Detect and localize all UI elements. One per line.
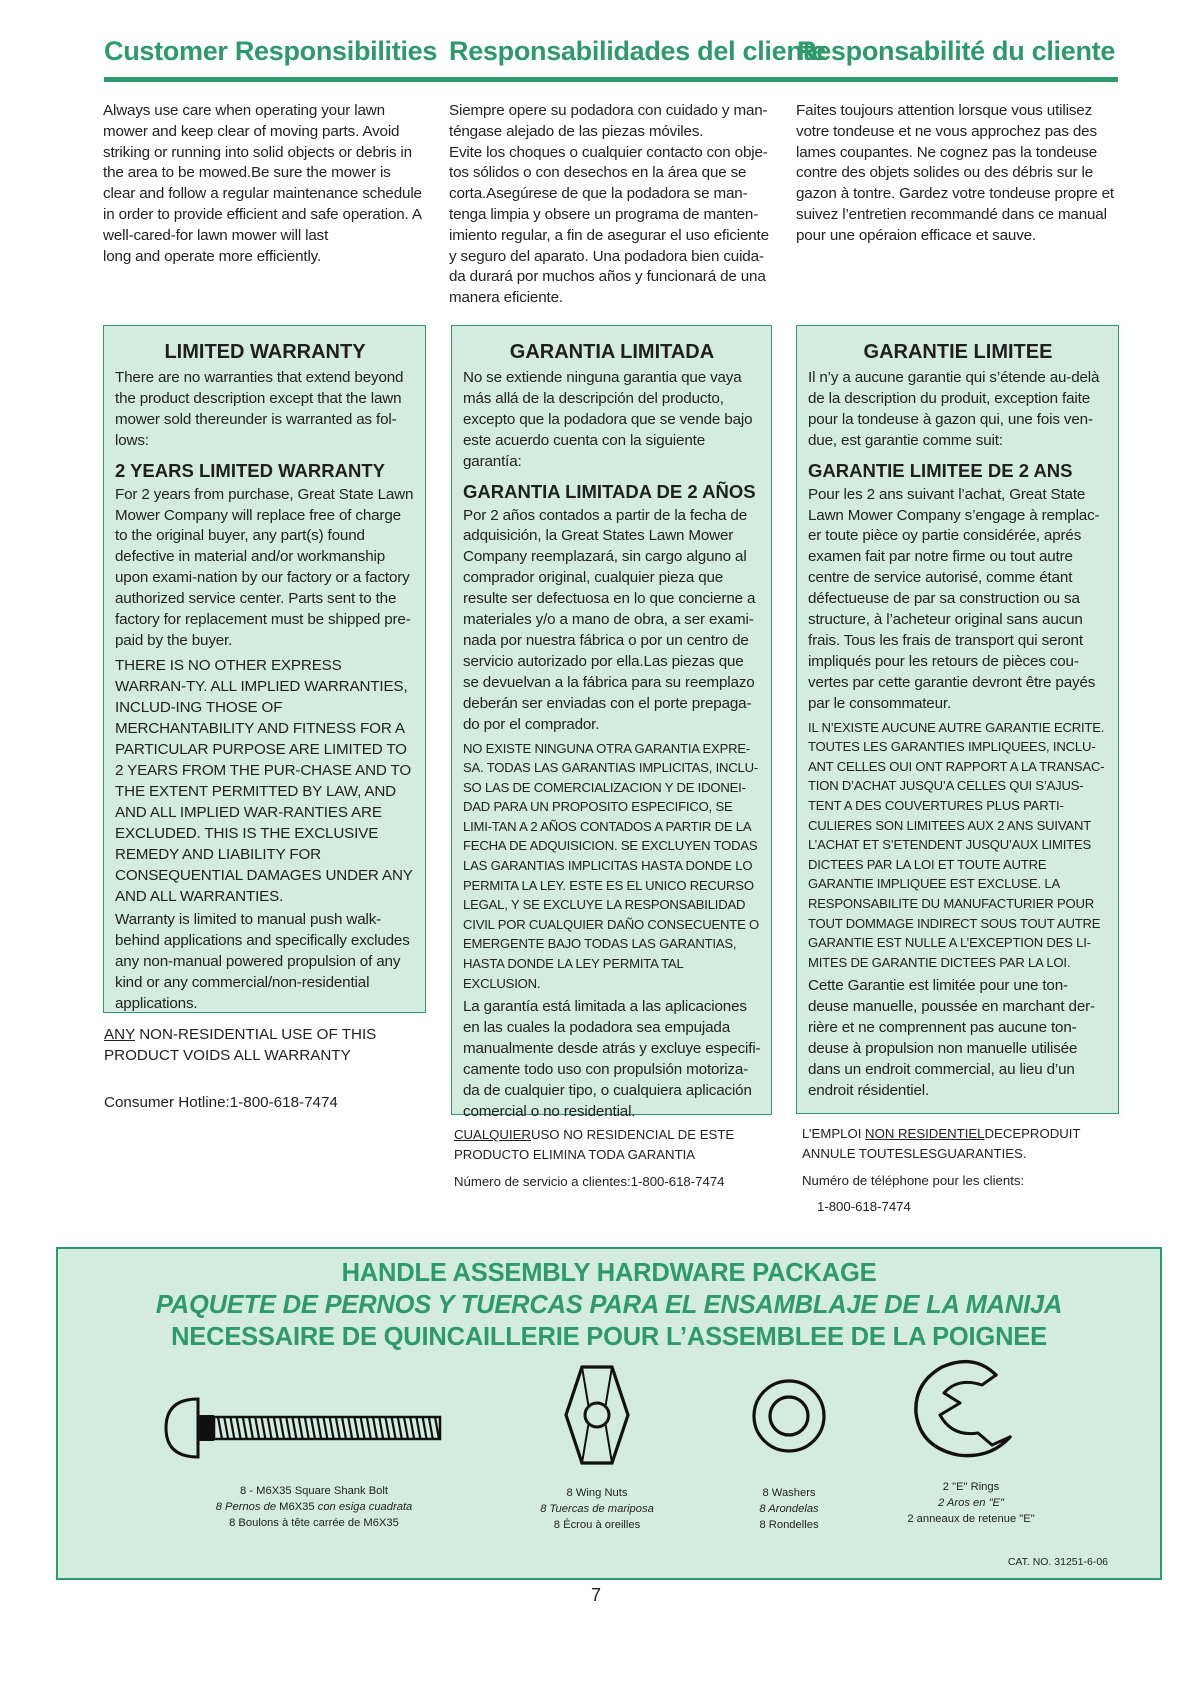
part-label-en: 8 Wing Nuts <box>566 1487 628 1499</box>
wing-nut-caption <box>512 1485 682 1533</box>
intro-line: da durará por muchos años y funcionará de una <box>449 268 766 286</box>
void-text: DECEPRODUIT <box>984 1126 1081 1141</box>
heading-en: Customer Responsibilities <box>104 36 438 66</box>
warranty-limitation: Cette Garantie est limitée pour une ton-deuse manuelle, poussée en marchant der-rière et ne comprennent pas aucune ton-deuse à propulsion non manuelle utilisée dans un endroit commercial, au lieu d’un endroit résidentiel. <box>808 977 1095 1099</box>
warranty-disclaimer: IL N’EXISTE AUCUNE AUTRE GARANTIE ECRITE. TOUTES LES GARANTIES IMPLIQUEES, INCLU-ANT CELLES OUI ONT RAPPORT A LA TRANSAC-TION D’ACHAT JUSQU’A CELLES QUI S’AJUS-TENT A DES COUVERTURES PLUS PARTI-CULIERES SON LIMITEES AUX 2 ANS SUIVANT L’ACHAT ET S’ETENDENT JUSQU’AUX LIMITES DICTEES PAR LA LOI ET TOUTE AUTRE GARANTIE IMPLIQUEE EST EXCLUSE. LA RESPONSABILITE DU MANUFACTURIER POUR TOUT DOMMAGE INDIRECT SOUS TOUT AUTRE GARANTIE EST NULLE A L’EXCEPTION DES LI-MITES DE GARANTIE DICTEES PAR LA LOI. <box>808 719 1105 970</box>
part-label-es: 2 Aros en "E" <box>938 1497 1004 1509</box>
warranty-body: Por 2 años contados a partir de la fecha de adquisición, la Great States Lawn Mower Company reemplazará, sin cargo alguno al comprador original, cualquier pieza que resulte ser defectuosa en lo que concierne a materiales y/o a mano de obra, a ser exami-nada por nuestra fábrica o por un centro de servicio autorizado por ella.Las piezas que se devuelvan a la fábrica para su reemplazo deberán ser enviadas con el porte prepaga-do por el comprador. <box>463 506 756 733</box>
bolt-thread <box>237 1417 241 1439</box>
intro-line: long and operate more efficiently. <box>103 247 322 265</box>
void-text: USO NO RESIDENCIAL DE ESTE <box>530 1127 735 1142</box>
bolt-thread <box>292 1417 296 1439</box>
warranty-disclaimer: THERE IS NO OTHER EXPRESS WARRAN-TY. ALL IMPLIED WARRANTIES, INCLUD-ING THOSE OF MERCHANTABILITY AND FITNESS FOR A PARTICULAR PURPOSE ARE LIMITED TO 2 YEARS FROM THE PUR-CHASE AND TO THE EXTENT PERMITTED BY LAW, AND AND ALL IMPLIED WAR-RANTIES ARE EXCLUDED. THIS IS THE EXCLUSIVE REMEDY AND LIABILITY FOR CONSEQUENTIAL DAMAGES UNDER ANY AND ALL WARRANTIES. <box>115 656 413 905</box>
bolt-thread <box>286 1417 290 1439</box>
bolt-thread <box>249 1417 253 1439</box>
bolt-thread <box>398 1417 402 1439</box>
intro-line: well-cared-for lawn mower will last <box>103 226 329 244</box>
warranty-limitation: La garantía está limitada a las aplicaciones en las cuales la podadora sea empujada manualmente desde atrás y excluye especifi-camente todo uso con propulsión motoriza-da de cualquier tipo, o cualquiera aplicación comercial o no residential. <box>463 998 761 1120</box>
intro-line: pour une opéraion efficace et sauve. <box>796 226 1037 244</box>
intro-fr <box>796 101 1126 247</box>
part-label-en: 8 - M6X35 Square Shank Bolt <box>239 1485 388 1497</box>
intro-line: votre tondeuse et ne vous approchez pas des <box>796 122 1097 140</box>
intro-line: tenga limpia y obsere un programa de manten- <box>449 205 759 223</box>
bolt-thread <box>410 1417 414 1439</box>
void-text: PRODUCT VOIDS ALL WARRANTY <box>104 1047 351 1064</box>
warranty-intro: No se extiende ninguna garantia que vaya más allá de la descripción del producto, excepto que la podadora que se vende bajo este acuerdo cuenta con la siguiente garantía: <box>463 369 753 470</box>
intro-line: imiento regular, a fin de asegurar el uso eficiente <box>449 226 769 244</box>
intro-line: clear and follow a regular maintenance schedule <box>103 185 422 203</box>
void-underlined: NON RESIDENTIEL <box>865 1126 985 1141</box>
bolt-thread <box>268 1417 272 1439</box>
warranty-disclaimer: NO EXISTE NINGUNA OTRA GARANTIA EXPRE-SA. TODAS LAS GARANTIAS IMPLICITAS, INCLU-SO LAS DE COMERCIALIZACION Y DE IDONEI-DAD PARA UN PROPOSITO ESPECIFICO, SE LIMI-TAN A 2 AÑOS CONTADOS A PARTIR DE LA FECHA DE ADQUISICION. SE EXCLUYEN TODAS LAS GARANTIAS IMPLICITAS HASTA DONDE LO PERMITA LA LEY. ESTE ES EL UNICO RECURSO LEGAL, Y SE EXCLUYE LA RESPONSABILIDAD CIVIL POR CUALQUIER DAÑO CONSECUENTE O EMERGENTE BAJO TODAS LAS GARANTIAS, HASTA DONDE LA LEY PERMITA TAL EXCLUSION. <box>463 740 760 991</box>
void-text: ANNULE TOUTESLESGUARANTIES. <box>802 1146 1027 1161</box>
intro-line: y seguro del aparato. Una podadora bien cuida- <box>449 247 764 265</box>
intro-line: the area to be mowed.Be sure the mower is <box>103 164 391 182</box>
intro-line: striking or running into solid objects or debris in <box>103 143 412 161</box>
bolt-caption <box>144 1483 484 1531</box>
bolt-thread <box>367 1417 371 1439</box>
intro-line: Faites toujours attention lorsque vous utilisez <box>796 102 1093 119</box>
part-label-es: con esiga cuadrata <box>314 1501 413 1513</box>
bolt-thread <box>342 1417 346 1439</box>
bolt-thread <box>404 1417 408 1439</box>
intro-line: Evite los choques o cualquier contacto con obje- <box>449 143 768 161</box>
hardware-package-box <box>56 1247 1162 1580</box>
bolt-thread <box>429 1417 433 1439</box>
part-label-en: 8 Washers <box>762 1487 816 1499</box>
void-underlined: ANY <box>104 1026 135 1043</box>
warranty-title: GARANTIE LIMITEE <box>863 341 1053 363</box>
part-label-es: 8 Tuercas de mariposa <box>540 1503 654 1515</box>
bolt-thread <box>261 1417 265 1439</box>
intro-line: Siempre opere su podadora con cuidado y man- <box>449 102 768 119</box>
intro-line: lames coupantes. Ne cognez pas la tondeuse <box>796 143 1098 161</box>
void-notice-es <box>454 1125 774 1165</box>
bolt-thread <box>423 1417 427 1439</box>
intro-line: contre des objets solides ou des débris sur le <box>796 164 1094 182</box>
intro-en <box>103 101 433 267</box>
intro-line: manera eficiente. <box>449 289 563 307</box>
bolt-thread <box>255 1417 259 1439</box>
bolt-thread <box>330 1417 334 1439</box>
bolt-thread <box>218 1417 222 1439</box>
bolt-thread <box>416 1417 420 1439</box>
washer-icon <box>750 1377 828 1455</box>
hardware-title-es: PAQUETE DE PERNOS Y TUERCAS PARA EL ENSAMBLAJE DE LA MANIJA <box>155 1291 1063 1319</box>
warranty-subtitle: 2 YEARS LIMITED WARRANTY <box>115 459 385 481</box>
bolt-thread <box>385 1417 389 1439</box>
warranty-box-en <box>103 325 426 1013</box>
intro-line: téngase alejado de las piezas móviles. <box>449 122 704 140</box>
part-label-fr: 8 Écrou à oreilles <box>553 1519 641 1531</box>
part-label-es: 8 Pernos de <box>215 1501 280 1513</box>
hotline-number-fr: 1-800-618-7474 <box>817 1199 911 1214</box>
warranty-subtitle: GARANTIE LIMITEE DE 2 ANS <box>808 459 1073 481</box>
e-ring-icon <box>912 1357 1020 1461</box>
part-label-es: M6X35 <box>279 1501 315 1513</box>
catalog-number: CAT. NO. 31251-6-06 <box>1007 1556 1108 1568</box>
intro-line: suivez l’entretien recommandé dans ce manual <box>796 205 1107 223</box>
warranty-intro: Il n’y a aucune garantie qui s’étende au-delà de la description du produit, exception faite pour la tondeuse à gazon qui, une fois ven-due, est garantie comme suit: <box>808 369 1100 449</box>
bolt-thread <box>336 1417 340 1439</box>
bolt-thread <box>305 1417 309 1439</box>
intro-line: in order to provide efficient and safe operation. A <box>103 205 422 223</box>
intro-line: tos sólidos o con desechos en la área que se <box>449 164 747 182</box>
void-text: PRODUCTO ELIMINA TODA GARANTIA <box>454 1147 696 1162</box>
intro-line: Always use care when operating your lawn <box>103 102 385 119</box>
hotline-label-fr: Numéro de téléphone pour les clients: <box>802 1173 1025 1188</box>
intro-es <box>449 101 779 309</box>
void-text: NON-RESIDENTIAL USE OF THIS <box>134 1026 377 1043</box>
part-label-en: 2 "E" Rings <box>942 1481 1000 1493</box>
warranty-body: For 2 years from purchase, Great State Lawn Mower Company will replace free of charge to the original buyer, any part(s) found defective in material and/or workmanship upon exami-nation by our factory or a factory authorized service center. Parts sent to the factory for replacement must be shipped pre-paid by the buyer. <box>115 485 414 649</box>
bolt-thread <box>274 1417 278 1439</box>
heading-es: Responsabilidades del cliente <box>449 36 826 66</box>
bolt-thread <box>435 1417 439 1439</box>
bolt-thread <box>379 1417 383 1439</box>
void-notice-en <box>104 1024 424 1066</box>
part-label-es: 8 Arondelas <box>759 1503 819 1515</box>
bolt-thread <box>299 1417 303 1439</box>
intro-line: gazon à tontre. Gardez votre tondeuse propre et <box>796 185 1114 203</box>
bolt-thread <box>354 1417 358 1439</box>
hardware-title-en: HANDLE ASSEMBLY HARDWARE PACKAGE <box>341 1259 877 1287</box>
heading-divider <box>104 77 1118 82</box>
washer-caption <box>729 1485 849 1533</box>
intro-line: mower and keep clear of moving parts. Avoid <box>103 122 400 140</box>
void-underlined: CUALQUIER <box>454 1127 531 1142</box>
e-ring-caption <box>896 1479 1046 1527</box>
warranty-title: GARANTIA LIMITADA <box>509 341 715 363</box>
bolt-thread <box>311 1417 315 1439</box>
bolt-thread <box>243 1417 247 1439</box>
bolt-thread <box>392 1417 396 1439</box>
warranty-subtitle: GARANTIA LIMITADA DE 2 AÑOS <box>463 480 756 502</box>
bolt-icon <box>164 1393 446 1463</box>
bolt-thread <box>323 1417 327 1439</box>
wing-nut-icon <box>562 1363 632 1467</box>
void-text: L’EMPLOI <box>802 1126 866 1141</box>
bolt-thread <box>373 1417 377 1439</box>
warranty-body: Pour les 2 ans suivant l’achat, Great State Lawn Mower Company s’engage à remplac-er toute pièce oy partie considérée, aprés examen fait par notre firme ou tout autre centre de service autorisé, comme étant défectueuse de par sa construction ou sa structure, à l’acheteur original sans aucun frais. Tous les frais de transport qui seront impliqués pour les retours de pièces cou-vertes par cette garantie devront être payés par le consommateur. <box>808 485 1100 712</box>
bolt-thread <box>317 1417 321 1439</box>
void-notice-fr <box>802 1124 1122 1164</box>
bolt-thread <box>280 1417 284 1439</box>
hotline-en: Consumer Hotline:1-800-618-7474 <box>104 1094 338 1111</box>
hotline-es: Número de servicio a clientes:1-800-618-7474 <box>454 1174 725 1189</box>
warranty-intro: There are no warranties that extend beyond the product description except that the lawn mower sold thereunder is warranted as fol-lows: <box>115 369 404 449</box>
part-label-fr: 2 anneaux de retenue "E" <box>907 1513 1035 1525</box>
bolt-thread <box>224 1417 228 1439</box>
heading-fr: Responsabilité du cliente <box>797 36 1116 66</box>
hardware-title-fr: NECESSAIRE DE QUINCAILLERIE POUR L’ASSEMBLEE DE LA POIGNEE <box>171 1323 1047 1351</box>
part-label-fr: 8 Rondelles <box>759 1519 819 1531</box>
warranty-limitation: Warranty is limited to manual push walk-behind applications and specifically excludes any non-manual powered propulsion of any kind or any commercial/non-residential applications. <box>115 910 410 1012</box>
warranty-box-fr <box>796 325 1119 1114</box>
part-label-fr: 8 Boulons à tête carrée de M6X35 <box>229 1517 399 1529</box>
bolt-thread <box>361 1417 365 1439</box>
bolt-thread <box>230 1417 234 1439</box>
warranty-box-es <box>451 325 772 1120</box>
page-number: 7 <box>590 1585 601 1605</box>
warranty-title: LIMITED WARRANTY <box>164 341 366 363</box>
intro-line: corta.Asegúrese de que la podadora se man- <box>449 185 748 203</box>
bolt-thread <box>348 1417 352 1439</box>
